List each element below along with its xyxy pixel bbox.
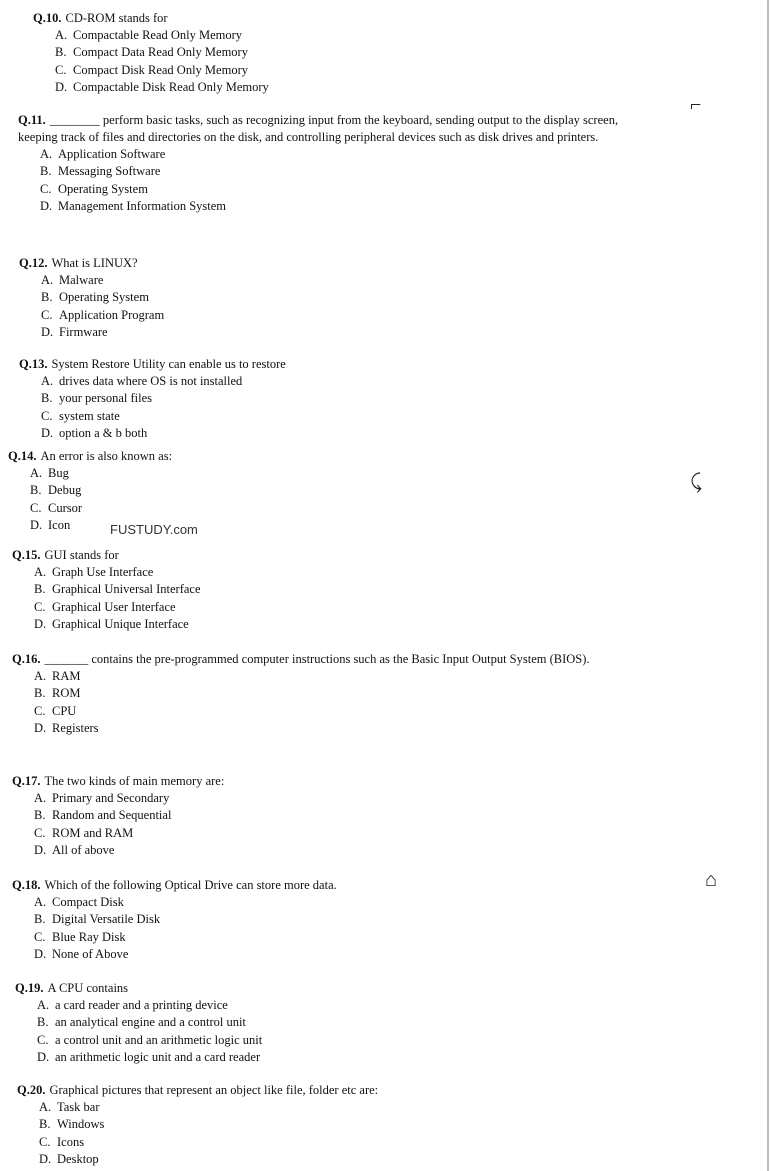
option-text: Registers — [52, 721, 99, 736]
question-stem — [33, 10, 683, 27]
option — [19, 289, 659, 306]
option — [12, 790, 652, 807]
option-letter: C. — [39, 1134, 51, 1149]
question-text: CD-ROM stands for — [65, 11, 168, 25]
option-text: drives data where OS is not installed — [59, 374, 243, 388]
question-17 — [12, 773, 652, 860]
option — [19, 324, 659, 341]
option — [19, 408, 659, 425]
option-text: Blue Ray Disk — [52, 929, 126, 944]
option-text: Random and Sequential — [52, 808, 172, 823]
option-text: Compactable Disk Read Only Memory — [73, 80, 269, 95]
option — [33, 27, 683, 44]
option-letter: D. — [40, 199, 53, 214]
question-text: GUI stands for — [44, 548, 119, 562]
option-text: Graph Use Interface — [52, 565, 154, 579]
question-text: Graphical pictures that represent an object like file, folder etc are: — [49, 1083, 379, 1097]
option — [19, 373, 659, 390]
option-text: Management Information System — [58, 199, 227, 214]
option-letter: B. — [34, 912, 46, 927]
option-text: Malware — [59, 273, 104, 287]
option — [12, 720, 652, 737]
option — [8, 517, 648, 534]
option-letter: D. — [55, 80, 68, 95]
option-text: Operating System — [58, 181, 148, 196]
option — [12, 685, 652, 702]
option-letter: C. — [34, 703, 46, 718]
option — [12, 929, 652, 946]
option-letter: D. — [34, 843, 47, 858]
option — [18, 198, 658, 215]
option — [19, 390, 659, 407]
option — [12, 911, 652, 928]
option — [12, 599, 652, 616]
option-text: a control unit and an arithmetic logic unit — [55, 1032, 263, 1047]
option — [15, 997, 655, 1014]
option-letter: D. — [34, 721, 47, 736]
option-letter: A. — [34, 895, 47, 909]
option — [17, 1151, 657, 1168]
option — [12, 842, 652, 859]
question-number: Q.20. — [17, 1083, 46, 1097]
option — [19, 272, 659, 289]
option-letter: A. — [39, 1100, 52, 1114]
question-number: Q.10. — [33, 11, 62, 25]
margin-mark: ⌂ — [705, 869, 718, 891]
option — [12, 703, 652, 720]
option-text: a card reader and a printing device — [55, 998, 228, 1012]
option-letter: C. — [37, 1032, 49, 1047]
option — [17, 1134, 657, 1151]
option-letter: A. — [41, 374, 54, 388]
margin-mark: ⌐ — [690, 94, 702, 116]
option — [12, 946, 652, 963]
option — [19, 307, 659, 324]
question-12 — [19, 255, 659, 342]
option-text: Icons — [57, 1134, 85, 1149]
option-letter: B. — [40, 164, 52, 179]
option-letter: D. — [30, 518, 43, 533]
scan-edge — [767, 0, 769, 1171]
option — [12, 807, 652, 824]
option-text: Compact Disk Read Only Memory — [73, 62, 248, 77]
option-text: Cursor — [48, 500, 83, 515]
question-number: Q.15. — [12, 548, 41, 562]
question-number: Q.11. — [18, 113, 46, 127]
option-text: an arithmetic logic unit and a card reader — [55, 1050, 261, 1065]
option — [12, 894, 652, 911]
option-letter: B. — [39, 1117, 51, 1132]
question-text: _______ contains the pre-programmed computer instructions such as the Basic Input Output System (BIOS). — [44, 652, 590, 666]
option-text: Compact Disk — [52, 895, 124, 909]
option-letter: A. — [34, 565, 47, 579]
question-14 — [8, 448, 648, 535]
option-text: an analytical engine and a control unit — [55, 1015, 246, 1030]
option-text: RAM — [52, 669, 81, 683]
question-number: Q.14. — [8, 449, 37, 463]
option-text: Firmware — [59, 325, 108, 340]
question-19 — [15, 980, 655, 1067]
question-number: Q.13. — [19, 357, 48, 371]
option-letter: A. — [37, 998, 50, 1012]
question-number: Q.19. — [15, 981, 44, 995]
option-text: Compactable Read Only Memory — [73, 28, 243, 42]
option-text: Graphical Universal Interface — [52, 582, 201, 597]
option-letter: A. — [40, 147, 53, 161]
option — [18, 181, 658, 198]
option-text: CPU — [52, 703, 77, 718]
option-text: Messaging Software — [58, 164, 161, 179]
option-text: Primary and Secondary — [52, 791, 170, 805]
question-11 — [18, 112, 658, 216]
option-letter: A. — [30, 466, 43, 480]
option — [19, 425, 659, 442]
question-10 — [33, 10, 683, 97]
question-text: System Restore Utility can enable us to restore — [51, 357, 286, 371]
option-letter: B. — [37, 1015, 49, 1030]
option-letter: B. — [41, 391, 53, 406]
question-stem — [19, 356, 659, 373]
option-text: Bug — [48, 466, 69, 480]
option — [15, 1032, 655, 1049]
option-text: Task bar — [57, 1100, 100, 1114]
option-text: Compact Data Read Only Memory — [73, 45, 248, 60]
option-text: Graphical Unique Interface — [52, 617, 189, 632]
option-letter: A. — [34, 791, 47, 805]
option — [33, 62, 683, 79]
option-letter: D. — [34, 947, 47, 962]
option-letter: D. — [41, 325, 54, 340]
question-stem — [12, 877, 652, 894]
option-letter: C. — [34, 825, 46, 840]
option-letter: D. — [39, 1152, 52, 1167]
option-text: Graphical User Interface — [52, 599, 176, 614]
option-text: None of Above — [52, 947, 129, 962]
question-text: Which of the following Optical Drive can store more data. — [44, 878, 337, 892]
option-letter: A. — [41, 273, 54, 287]
question-text: What is LINUX? — [51, 256, 138, 270]
option — [8, 465, 648, 482]
question-stem — [18, 112, 658, 146]
question-text: ________ perform basic tasks, such as recognizing input from the keyboard, sending output to the display screen, keeping track of files and directories on the disk, and controlling peripheral devices such as disk drives and printers. — [18, 113, 619, 144]
option — [8, 482, 648, 499]
option-letter: C. — [55, 62, 67, 77]
question-stem — [17, 1082, 657, 1099]
option-letter: C. — [34, 929, 46, 944]
option — [12, 668, 652, 685]
question-18 — [12, 877, 652, 964]
option — [15, 1014, 655, 1031]
question-16 — [12, 651, 652, 738]
question-stem — [12, 547, 652, 564]
question-stem — [8, 448, 648, 465]
option-letter: C. — [30, 500, 42, 515]
question-number: Q.12. — [19, 256, 48, 270]
question-text: The two kinds of main memory are: — [44, 774, 225, 788]
option-letter: C. — [34, 599, 46, 614]
option — [8, 500, 648, 517]
question-15 — [12, 547, 652, 634]
question-13 — [19, 356, 659, 443]
option — [12, 825, 652, 842]
option — [12, 581, 652, 598]
option-letter: B. — [34, 582, 46, 597]
option — [18, 146, 658, 163]
option-text: Icon — [48, 518, 71, 533]
question-stem — [19, 255, 659, 272]
option-letter: B. — [30, 483, 42, 498]
option-letter: C. — [40, 181, 52, 196]
option-text: option a & b both — [59, 426, 148, 441]
option-text: Digital Versatile Disk — [52, 912, 161, 927]
option — [15, 1049, 655, 1066]
option-letter: C. — [41, 408, 53, 423]
question-text: An error is also known as: — [40, 449, 173, 463]
question-number: Q.16. — [12, 652, 41, 666]
option-letter: D. — [34, 617, 47, 632]
option — [12, 616, 652, 633]
option-letter: B. — [41, 290, 53, 305]
option-text: Operating System — [59, 290, 149, 305]
option — [17, 1116, 657, 1133]
option-text: Windows — [57, 1117, 105, 1132]
option-letter: D. — [37, 1050, 50, 1065]
question-stem — [12, 773, 652, 790]
option-text: ROM and RAM — [52, 825, 134, 840]
watermark: FUSTUDY.com — [110, 522, 198, 537]
option-text: your personal files — [59, 391, 153, 406]
option-text: ROM — [52, 686, 81, 701]
margin-mark: ⤹ — [690, 471, 702, 493]
option-letter: A. — [55, 28, 68, 42]
question-number: Q.17. — [12, 774, 41, 788]
option-text: Application Software — [58, 147, 166, 161]
question-20 — [17, 1082, 657, 1169]
option-letter: B. — [34, 808, 46, 823]
option-letter: B. — [34, 686, 46, 701]
question-stem — [15, 980, 655, 997]
option — [12, 564, 652, 581]
question-text: A CPU contains — [47, 981, 129, 995]
option — [33, 44, 683, 61]
option — [18, 163, 658, 180]
option-text: Debug — [48, 483, 82, 498]
question-number: Q.18. — [12, 878, 41, 892]
question-stem — [12, 651, 652, 668]
option-letter: B. — [55, 45, 67, 60]
option-text: Application Program — [59, 307, 165, 322]
option-letter: C. — [41, 307, 53, 322]
option-text: Desktop — [57, 1152, 99, 1167]
option — [33, 79, 683, 96]
option-letter: A. — [34, 669, 47, 683]
option — [17, 1099, 657, 1116]
option-text: All of above — [52, 843, 115, 858]
option-text: system state — [59, 408, 120, 423]
option-letter: D. — [41, 426, 54, 441]
